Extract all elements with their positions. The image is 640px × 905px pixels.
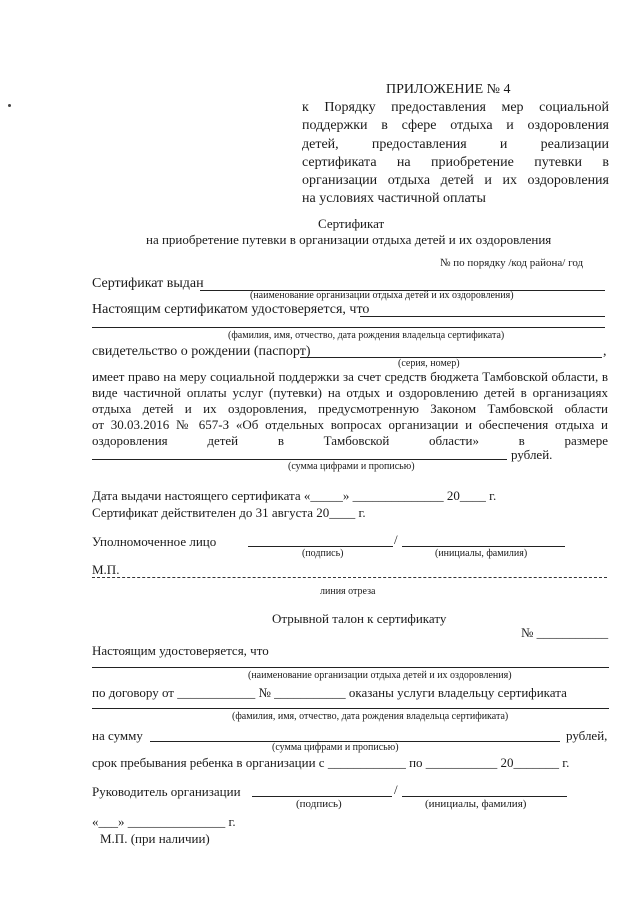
body-line: имеет право на меру социальной поддержки за счет средств бюджета Тамбовской области, в (92, 369, 608, 384)
stub-date-line[interactable]: «___» _______________ г. (92, 814, 236, 829)
stub-owner-field[interactable] (92, 708, 609, 709)
owner-field-2[interactable] (92, 327, 605, 328)
cut-line (92, 577, 607, 578)
appendix-line: организации отдыха детей и их оздоровления (302, 173, 609, 188)
rubles-suffix: рублей. (511, 447, 553, 462)
birth-cert-comma: , (603, 344, 607, 359)
slash: / (394, 532, 398, 547)
stub-contract-line[interactable]: по договору от ____________ № ___________ оказаны услуги владельцу сертификата (92, 685, 567, 700)
issued-to-label: Сертификат выдан (92, 276, 204, 291)
appendix-line: детей, предоставления и реализации (302, 137, 609, 152)
stub-owner-caption: (фамилия, имя, отчество, дата рождения владельца сертификата) (232, 711, 509, 722)
initials-field[interactable] (402, 546, 565, 547)
signature-caption: (подпись) (302, 548, 344, 559)
amount-field[interactable] (92, 459, 507, 460)
appendix-line: поддержки в сфере отдыха и оздоровления (302, 118, 609, 133)
body-line: оздоровления детей в Тамбовской области» в размере (92, 433, 608, 448)
sum-caption: (сумма цифрами и прописью) (288, 461, 415, 472)
certify-label: Настоящим сертификатом удостоверяется, что (92, 302, 370, 317)
body-line: отдыха детей и их оздоровления, предусмотренную Законом Тамбовской области (92, 401, 608, 416)
authorized-person-label: Уполномоченное лицо (92, 534, 217, 549)
org-caption: (наименование организации отдыха детей и их оздоровления) (250, 290, 514, 301)
certificate-title: Сертификат (318, 216, 385, 231)
appendix-title: ПРИЛОЖЕНИЕ № 4 (386, 82, 511, 97)
stub-title: Отрывной талон к сертификату (272, 611, 447, 626)
appendix-line: к Порядку предоставления мер социальной (302, 100, 609, 115)
owner-field-1[interactable] (360, 316, 605, 317)
body-line: от 30.03.2016 № 657-З «Об отдельных вопросах организации и обеспечения отдыха и (92, 417, 608, 432)
certificate-subtitle: на приобретение путевки в организации отдыха детей и их оздоровления (146, 232, 552, 247)
stub-number[interactable]: № ___________ (521, 625, 609, 640)
stub-org-field[interactable] (92, 667, 609, 668)
initials-caption: (инициалы, фамилия) (435, 548, 528, 559)
stub-initials-field[interactable] (402, 796, 567, 797)
stub-signature-caption: (подпись) (296, 798, 342, 810)
stub-stamp-label: М.П. (при наличии) (100, 831, 210, 846)
stub-amount-label: на сумму (92, 728, 143, 743)
stub-slash: / (394, 782, 398, 797)
body-line: виде частичной оплаты услуг (путевки) на отдых и оздоровлению детей в организациях (92, 385, 608, 400)
stub-sum-caption: (сумма цифрами и прописью) (272, 742, 399, 753)
stub-initials-caption: (инициалы, фамилия) (425, 798, 527, 810)
series-caption: (серия, номер) (398, 358, 460, 369)
stamp-label: М.П. (92, 562, 120, 577)
stub-signature-field[interactable] (252, 796, 392, 797)
owner-caption: (фамилия, имя, отчество, дата рождения владельца сертификата) (228, 330, 505, 341)
birth-cert-label: свидетельство о рождении (паспорт) (92, 344, 311, 359)
issue-date-line[interactable]: Дата выдачи настоящего сертификата «_____» ______________ 20____ г. (92, 488, 497, 503)
appendix-line: сертификата на приобретение путевки в (302, 155, 609, 170)
stub-head-label: Руководитель организации (92, 784, 241, 799)
signature-field[interactable] (248, 546, 393, 547)
valid-until-line[interactable]: Сертификат действителен до 31 августа 20____ г. (92, 505, 366, 520)
certificate-number-label: № по порядку /код района/ год (440, 257, 584, 269)
cut-line-label: линия отреза (320, 586, 376, 597)
stub-amount-suffix: рублей, (566, 728, 608, 743)
stub-stay-line[interactable]: срок пребывания ребенка в организации с ____________ по ___________ 20_______ г. (92, 755, 570, 770)
appendix-line: на условиях частичной оплаты (302, 191, 486, 206)
scan-margin-dot (8, 104, 11, 107)
stub-certify-label: Настоящим удостоверяется, что (92, 643, 269, 658)
stub-org-caption: (наименование организации отдыха детей и их оздоровления) (248, 670, 512, 681)
